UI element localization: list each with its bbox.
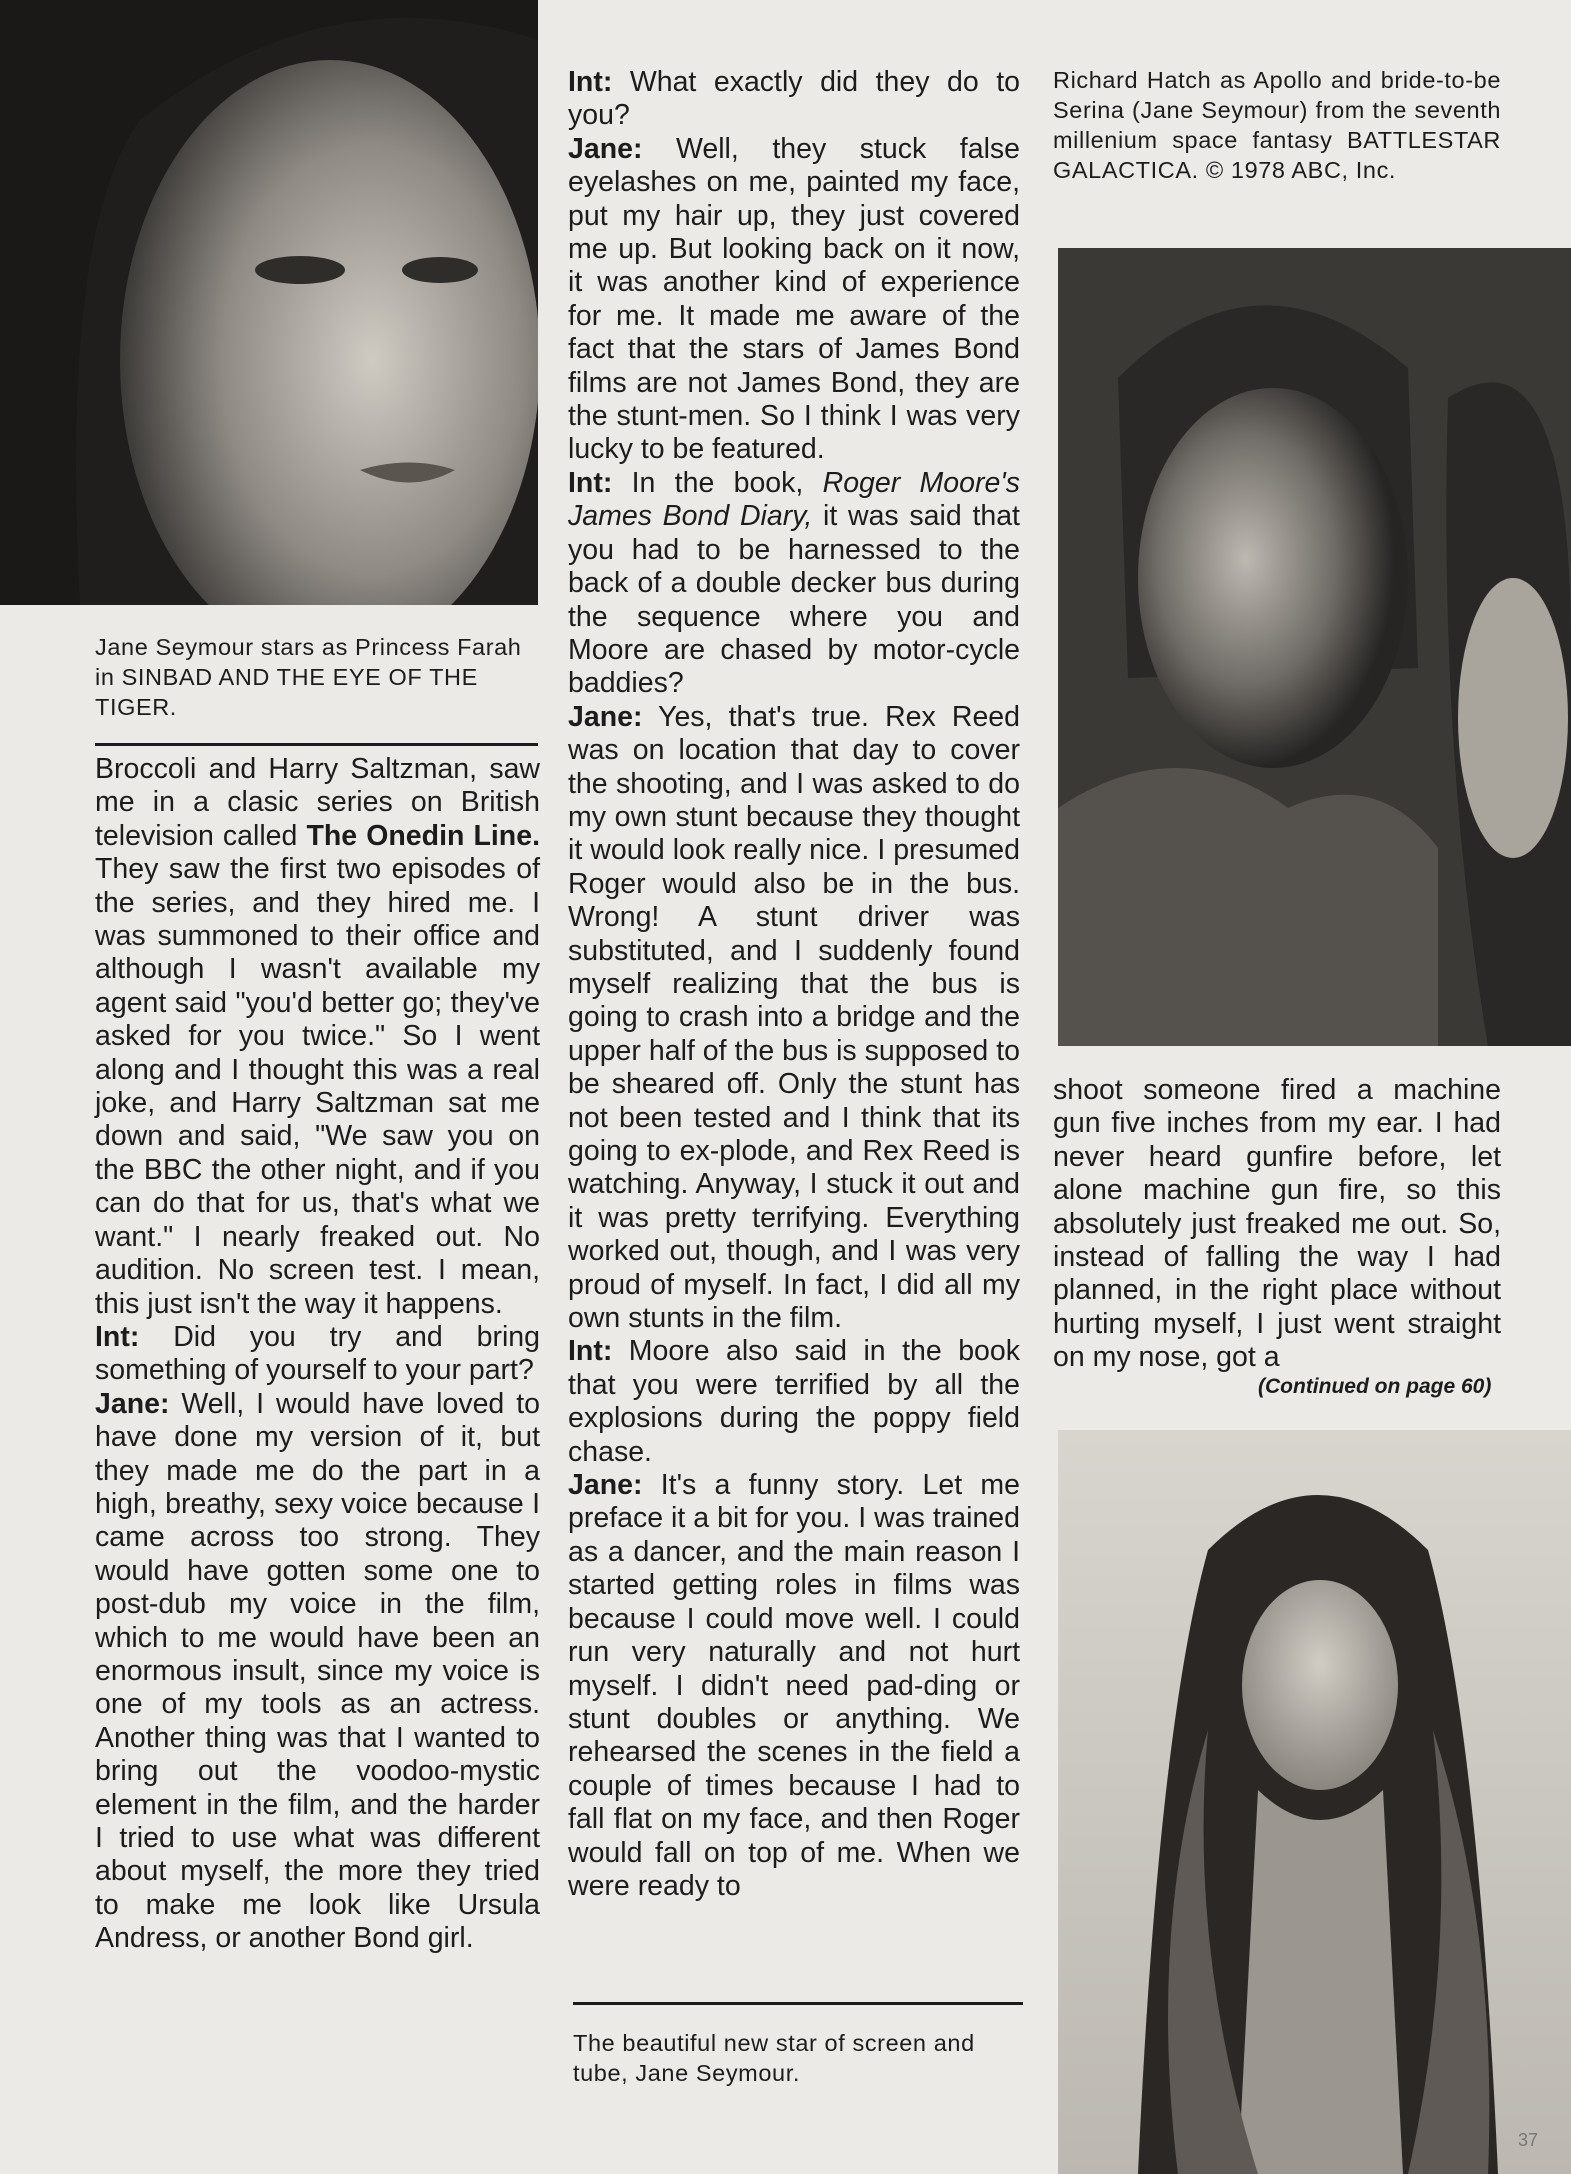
article-column-2	[568, 66, 1020, 1903]
paragraph-text: What exactly did they do to you?	[568, 66, 1020, 132]
show-title: The Onedin Line.	[306, 819, 540, 852]
caption-new-star: The beautiful new star of screen and tube, Jane Seymour.	[573, 2030, 975, 2086]
photo-jane-seymour-portrait	[1058, 1430, 1571, 2174]
paragraph	[95, 753, 540, 1321]
continued-note: (Continued on page 60)	[1258, 1375, 1492, 1398]
paragraph-text: Broccoli and Harry Saltzman, saw me in a clasic series on British television called	[95, 753, 540, 852]
paragraph-text: In the book,	[612, 466, 823, 499]
paragraph-text: Well, I would have loved to have done my version of it, but they made me do the part in a high, breathy, sexy voice because I came across too strong. They would have gotten some one to post-dub my voice in the film, which to me would have been an enormous insult, since my voice is one of my tools as an actress. Another thing was that I wanted to bring out the voodoo-mystic element in the film, and the harder I tried to use what was different about myself, the more they tried to make me look like Ursula Andress, or another Bond girl.	[95, 1387, 540, 1955]
speaker-label: Jane:	[95, 1387, 170, 1420]
speaker-label: Int:	[568, 1335, 613, 1368]
article-column-1	[95, 753, 540, 1956]
speaker-label: Int:	[95, 1320, 140, 1353]
caption-battlestar-galactica: Richard Hatch as Apollo and bride-to-be Serina (Jane Seymour) from the seventh millenium space fantasy BATTLESTAR GALACTICA. © 1978 ABC, Inc.	[1053, 67, 1501, 183]
paragraph-text: It's a funny story. Let me preface it a bit for you. I was trained as a dancer, and the main reason I started getting roles in films was because I could move well. I could run very naturally and not hurt myself. I didn't need pad-ding or stunt doubles or anything. We rehearsed the scenes in the field a couple of times because I had to fall flat on my face, and then Roger would fall on top of me. When we were ready to	[568, 1469, 1020, 1902]
paragraph	[95, 1388, 540, 1956]
photo-battlestar-galactica	[1058, 248, 1571, 1046]
paragraph-text: They saw the first two episodes of the series, and they hired me. I was summoned to their office and although I wasn't available my agent said "you'd better go; they've asked for you twice." So I went along and I thought this was a real joke, and Harry Saltzman sat me down and said, "We saw you on the BBC the other night, and if you can do that for us, that's what we want." I nearly freaked out. No audition. No screen test. I mean, this just isn't the way it happens.	[95, 853, 540, 1320]
speaker-label: Jane:	[568, 1469, 643, 1502]
paragraph	[568, 1335, 1020, 1469]
speaker-label: Jane:	[568, 132, 643, 165]
speaker-label: Int:	[568, 66, 613, 98]
paragraph-text: Well, they stuck false eyelashes on me, painted my face, put my hair up, they just covered me up. But looking back on it now, it was another kind of experience for me. It made me aware of the fact that the stars of James Bond films are not James Bond, they are the stunt-men. So I think I was very lucky to be featured.	[568, 132, 1020, 466]
page-number: 37	[1518, 2130, 1539, 2150]
paragraph-text: Moore also said in the book that you were terrified by all the explosions during the poppy field chase.	[568, 1335, 1020, 1468]
speaker-label: Int:	[568, 466, 613, 499]
photo-princess-farah	[0, 0, 538, 605]
paragraph	[568, 701, 1020, 1336]
paragraph	[568, 66, 1020, 133]
caption-princess-farah: Jane Seymour stars as Princess Farah in SINBAD AND THE EYE OF THE TIGER.	[95, 634, 522, 720]
paragraph	[568, 133, 1020, 467]
article-column-3	[1053, 1074, 1501, 1375]
speaker-label: Jane:	[568, 700, 643, 733]
paragraph-text: it was said that you had to be harnessed to the back of a double decker bus during the sequence where you and Moore are chased by motor-cycle baddies?	[568, 500, 1020, 700]
book-title: Roger Moore's James Bond Diary,	[568, 466, 1021, 533]
paragraph	[568, 467, 1020, 701]
paragraph	[568, 1469, 1020, 1903]
paragraph	[95, 1321, 540, 1388]
caption-rule-middle	[573, 2002, 1023, 2005]
paragraph-text: Yes, that's true. Rex Reed was on location that day to cover the shooting, and I was asked to do my own stunt because they thought it would look really nice. I presumed Roger would also be in the bus. Wrong! A stunt driver was substituted, and I suddenly found myself realizing that the bus is going to crash into a bridge and the upper half of the bus is supposed to be sheared off. Only the stunt has not been tested and I think that its going to ex-plode, and Rex Reed is watching. Anyway, I stuck it out and it was pretty terrifying. Everything worked out, though, and I was very proud of myself. In fact, I did all my own stunts in the film.	[568, 700, 1020, 1335]
caption-rule-left	[95, 743, 538, 746]
paragraph-text: Did you try and bring something of yourself to your part?	[95, 1320, 540, 1387]
paragraph	[1053, 1074, 1501, 1375]
paragraph-text: shoot someone fired a machine gun five inches from my ear. I had never heard gunfire before, let alone machine gun fire, so this absolutely just freaked me out. So, instead of falling the way I had planned, in the right place without hurting myself, I just went straight on my nose, got a	[1053, 1074, 1501, 1374]
